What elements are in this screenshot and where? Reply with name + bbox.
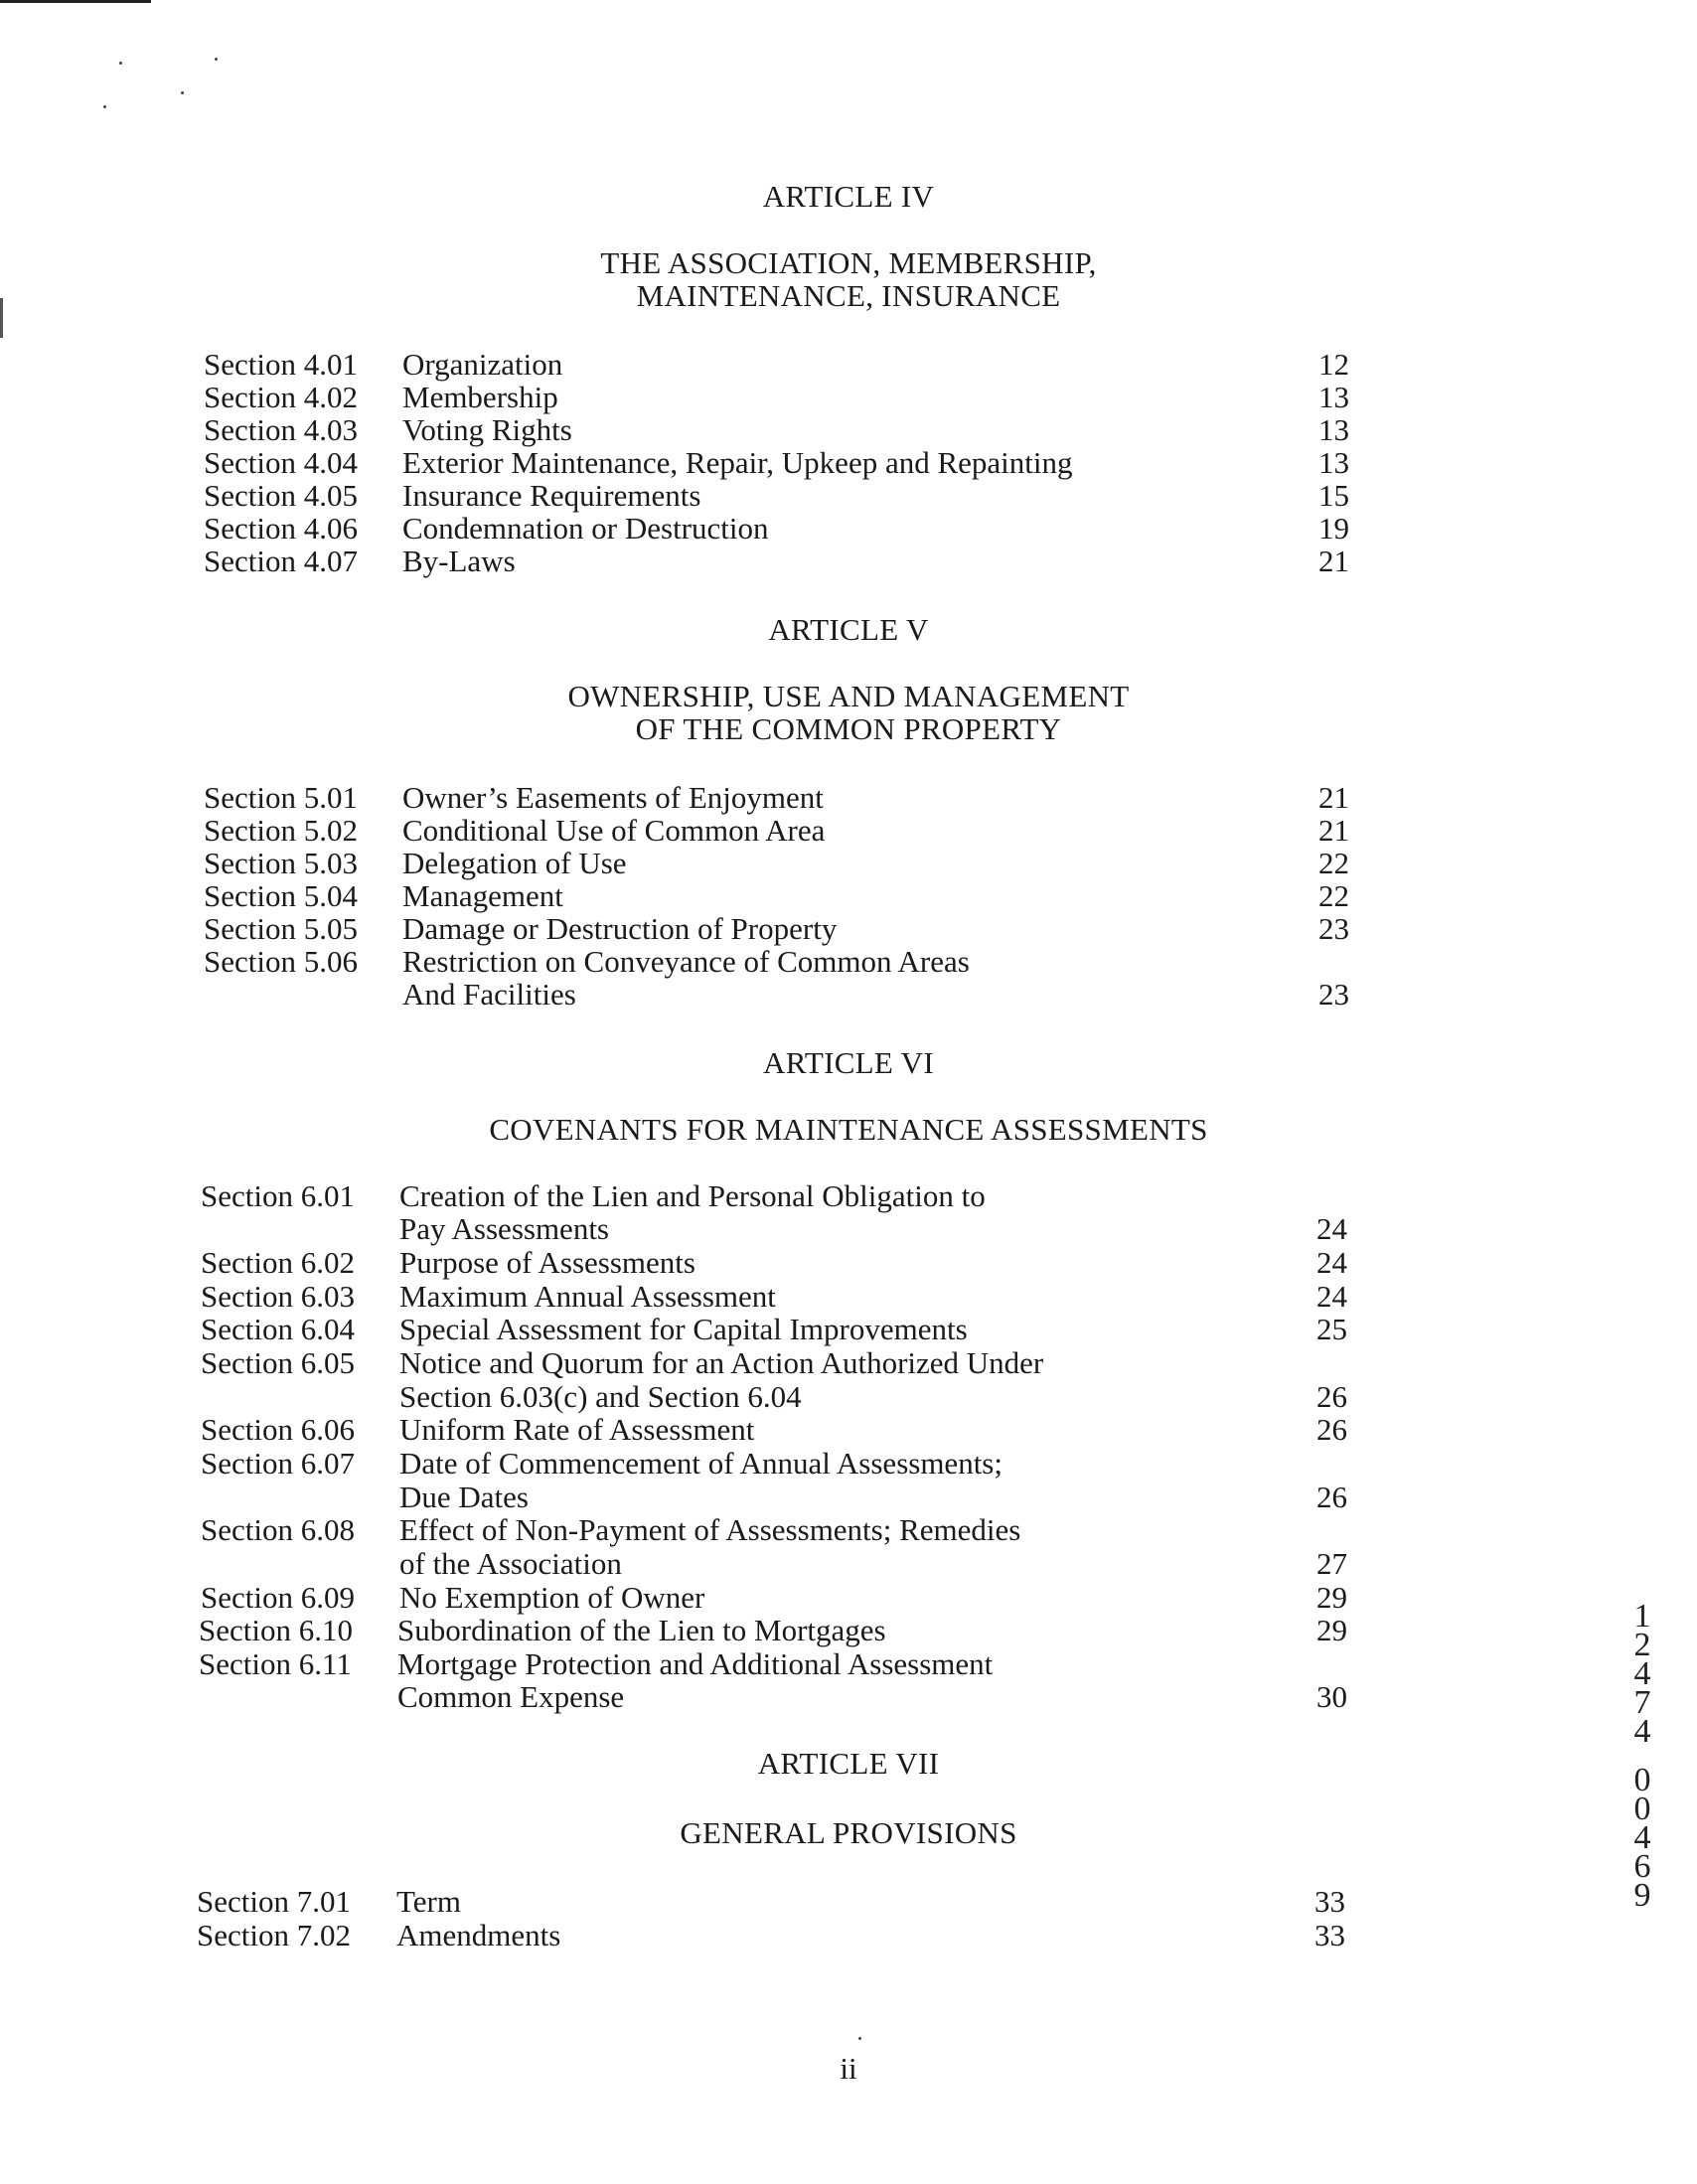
scan-speck [215, 58, 218, 61]
page-ref: 24 [1316, 1245, 1347, 1280]
section-title: Insurance Requirements [402, 478, 701, 513]
scan-speck [181, 91, 184, 94]
toc-entry[interactable] [0, 1614, 1697, 1647]
section-title: Owner’s Easements of Enjoyment [402, 780, 824, 815]
toc-entry-continued[interactable] [0, 1212, 1697, 1246]
section-title-line2: Due Dates [399, 1480, 529, 1514]
page-ref: 22 [1318, 878, 1349, 913]
toc-entry[interactable] [0, 1885, 1697, 1919]
page-ref: 29 [1316, 1613, 1347, 1647]
page-ref: 26 [1316, 1379, 1347, 1414]
section-number: Section 6.05 [201, 1345, 355, 1380]
toc-entry[interactable] [0, 945, 1697, 979]
section-title: Notice and Quorum for an Action Authorized Under [399, 1345, 1044, 1380]
page-ref: 25 [1316, 1312, 1347, 1346]
page-ref: 21 [1318, 813, 1349, 848]
page-ref: 21 [1318, 780, 1349, 815]
article-7-title-line1: GENERAL PROVISIONS [680, 1815, 1017, 1850]
page-ref: 30 [1316, 1679, 1347, 1714]
toc-entry-continued[interactable] [0, 1481, 1697, 1514]
section-title: Conditional Use of Common Area [402, 813, 826, 848]
article-7-label: ARTICLE VII [757, 1746, 940, 1781]
section-title-line2: And Facilities [402, 977, 576, 1012]
section-title: Condemnation or Destruction [402, 511, 769, 546]
toc-entry[interactable] [0, 847, 1697, 880]
toc-entry[interactable] [0, 1647, 1697, 1681]
scan-top-rule [0, 0, 151, 3]
section-title: Mortgage Protection and Additional Assessment [397, 1646, 994, 1681]
toc-entry[interactable] [0, 1179, 1697, 1213]
toc-entry-continued[interactable] [0, 978, 1697, 1012]
page-ref: 13 [1318, 445, 1349, 480]
section-number: Section 7.01 [197, 1884, 351, 1919]
article-4-label: ARTICLE IV [762, 179, 935, 214]
section-number: Section 5.02 [204, 813, 358, 848]
section-number: Section 6.02 [201, 1245, 355, 1280]
stamp-digit: 0 [1633, 1762, 1651, 1798]
stamp-digit: 4 [1633, 1655, 1651, 1692]
toc-entry[interactable] [0, 1513, 1697, 1547]
stamp-digit: 4 [1633, 1713, 1651, 1750]
section-title: Creation of the Lien and Personal Obligation to [399, 1178, 986, 1213]
toc-entry[interactable] [0, 781, 1697, 815]
article-5-title-line2: OF THE COMMON PROPERTY [635, 711, 1062, 746]
section-title: Damage or Destruction of Property [402, 911, 838, 946]
section-title: Uniform Rate of Assessment [399, 1412, 755, 1447]
article-5-label: ARTICLE V [768, 612, 929, 647]
section-number: Section 4.01 [204, 347, 358, 382]
section-title: Date of Commencement of Annual Assessments; [399, 1446, 1003, 1481]
section-number: Section 5.03 [204, 846, 358, 880]
toc-entry[interactable] [0, 1313, 1697, 1346]
section-number: Section 6.11 [199, 1646, 352, 1681]
section-title: Term [396, 1884, 461, 1919]
section-number: Section 6.03 [201, 1279, 355, 1314]
page-ref: 26 [1316, 1412, 1347, 1447]
section-title: Maximum Annual Assessment [399, 1279, 776, 1314]
section-number: Section 5.01 [204, 780, 358, 815]
stamp-digit: 0 [1633, 1791, 1651, 1827]
section-number: Section 5.06 [204, 944, 358, 979]
page-ref: 21 [1318, 544, 1349, 578]
section-number: Section 6.01 [201, 1178, 355, 1213]
toc-entry[interactable] [0, 381, 1697, 414]
page-ref: 26 [1316, 1480, 1347, 1514]
page-ref: 33 [1314, 1884, 1345, 1919]
section-title: Effect of Non-Payment of Assessments; Remedies [399, 1512, 1021, 1547]
section-title: By-Laws [402, 544, 516, 578]
toc-entry-continued[interactable] [0, 1680, 1697, 1714]
section-number: Section 4.03 [204, 412, 358, 447]
section-title: No Exemption of Owner [399, 1580, 705, 1615]
section-title: Special Assessment for Capital Improvements [399, 1312, 968, 1346]
toc-entry[interactable] [0, 413, 1697, 447]
page-ref: 29 [1316, 1580, 1347, 1615]
section-title: Voting Rights [402, 412, 572, 447]
article-5-title-line1: OWNERSHIP, USE AND MANAGEMENT [567, 679, 1130, 713]
section-title-line2: Common Expense [397, 1679, 625, 1714]
section-number: Section 6.08 [201, 1512, 355, 1547]
section-title: Restriction on Conveyance of Common Areas [402, 944, 970, 979]
page-ref: 24 [1316, 1279, 1347, 1314]
page-ref: 15 [1318, 478, 1349, 513]
section-number: Section 4.04 [204, 445, 358, 480]
page-ref: 33 [1314, 1918, 1345, 1952]
section-number: Section 4.06 [204, 511, 358, 546]
section-title: Purpose of Assessments [399, 1245, 695, 1280]
toc-entry[interactable] [0, 446, 1697, 480]
stamp-digit: 9 [1633, 1877, 1651, 1914]
section-title-line2: Pay Assessments [399, 1211, 609, 1246]
toc-entry[interactable] [0, 1346, 1697, 1380]
toc-entry[interactable] [0, 1447, 1697, 1481]
stamp-digit: 1 [1633, 1598, 1651, 1635]
section-number: Section 6.06 [201, 1412, 355, 1447]
toc-entry[interactable] [0, 912, 1697, 946]
scan-speck [119, 62, 122, 65]
toc-entry[interactable] [0, 1919, 1697, 1952]
section-title-line2: Section 6.03(c) and Section 6.04 [399, 1379, 802, 1414]
section-number: Section 4.05 [204, 478, 358, 513]
page-ref: 13 [1318, 412, 1349, 447]
stamp-digit: 6 [1633, 1848, 1651, 1885]
article-4-title-line1: THE ASSOCIATION, MEMBERSHIP, [600, 245, 1097, 280]
section-number: Section 6.09 [201, 1580, 355, 1615]
page-number: ii [840, 2051, 857, 2086]
bates-stamp [1627, 1598, 1657, 1914]
page-ref: 23 [1318, 977, 1349, 1012]
section-number: Section 7.02 [197, 1918, 351, 1952]
section-number: Section 6.07 [201, 1446, 355, 1481]
section-number: Section 5.04 [204, 878, 358, 913]
section-title: Delegation of Use [402, 846, 627, 880]
section-number: Section 4.02 [204, 380, 358, 414]
section-number: Section 6.04 [201, 1312, 355, 1346]
section-title: Management [402, 878, 563, 913]
page-ref: 19 [1318, 511, 1349, 546]
toc-entry[interactable] [0, 1246, 1697, 1280]
page-ref: 23 [1318, 911, 1349, 946]
page-ref: 24 [1316, 1211, 1347, 1246]
toc-entry[interactable] [0, 545, 1697, 578]
page-ref: 27 [1316, 1546, 1347, 1581]
page-ref: 13 [1318, 380, 1349, 414]
toc-entry-continued[interactable] [0, 1380, 1697, 1414]
toc-entry[interactable] [0, 814, 1697, 848]
page-ref: 12 [1318, 347, 1349, 382]
section-title-line2: of the Association [399, 1546, 622, 1581]
article-6-label: ARTICLE VI [763, 1045, 934, 1080]
section-number: Section 4.07 [204, 544, 358, 578]
scan-speck [858, 2037, 861, 2040]
scan-speck [103, 105, 106, 108]
toc-entry[interactable] [0, 479, 1697, 513]
article-4-title-line2: MAINTENANCE, INSURANCE [636, 278, 1061, 313]
section-number: Section 5.05 [204, 911, 358, 946]
toc-entry[interactable] [0, 879, 1697, 913]
toc-entry[interactable] [0, 1280, 1697, 1314]
section-title: Membership [402, 380, 558, 414]
toc-entry[interactable] [0, 1581, 1697, 1615]
section-title: Exterior Maintenance, Repair, Upkeep and Repainting [402, 445, 1073, 480]
toc-entry[interactable] [0, 512, 1697, 546]
section-number: Section 6.10 [199, 1613, 353, 1647]
section-title: Organization [402, 347, 563, 382]
toc-entry[interactable] [0, 1413, 1697, 1447]
toc-entry-continued[interactable] [0, 1547, 1697, 1581]
toc-entry[interactable] [0, 348, 1697, 382]
stamp-digit: 4 [1633, 1819, 1651, 1856]
stamp-digit: 7 [1633, 1684, 1651, 1721]
page-ref: 22 [1318, 846, 1349, 880]
section-title: Subordination of the Lien to Mortgages [397, 1613, 886, 1647]
section-title: Amendments [396, 1918, 561, 1952]
article-6-title-line1: COVENANTS FOR MAINTENANCE ASSESSMENTS [489, 1112, 1208, 1147]
stamp-digit: 2 [1633, 1627, 1651, 1663]
